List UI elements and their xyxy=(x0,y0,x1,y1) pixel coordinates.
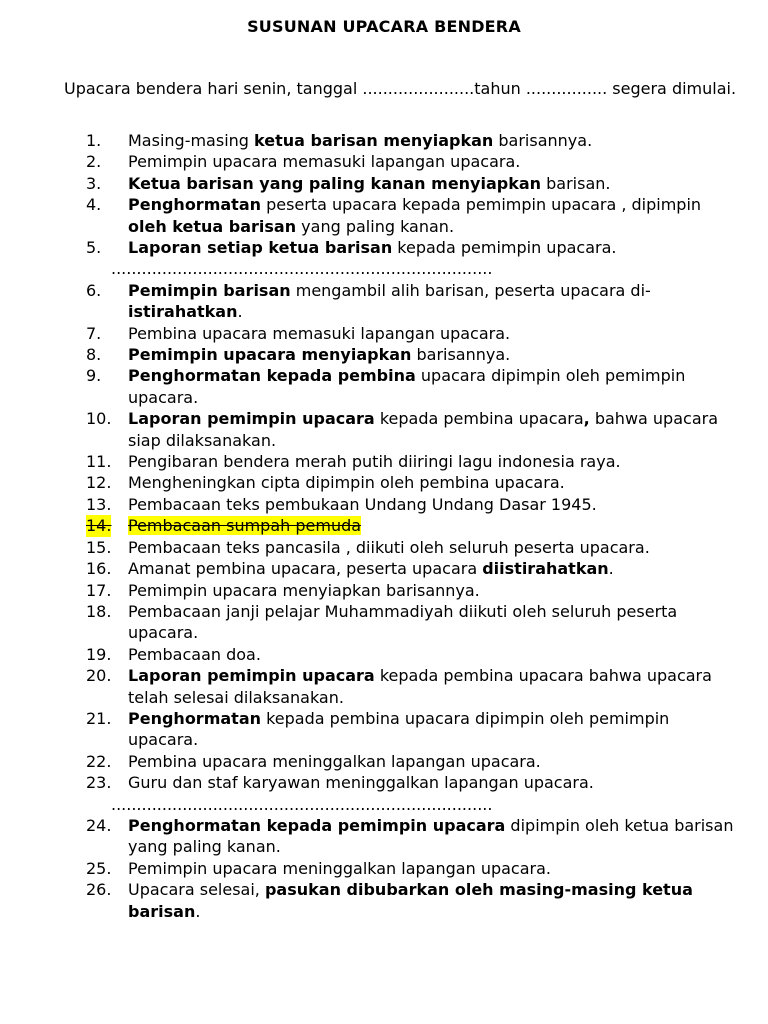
list-item xyxy=(0,472,743,493)
list-item-text: Pembacaan doa. xyxy=(128,644,261,664)
list-item xyxy=(0,515,743,536)
list-item xyxy=(0,815,743,858)
list-item-text: Upacara selesai, pasukan dibubarkan oleh masing-masing ketua barisan. xyxy=(128,880,693,921)
list-item xyxy=(0,772,743,793)
list-item xyxy=(0,323,743,344)
list-item xyxy=(0,151,743,172)
list-item-number: 5. xyxy=(86,238,102,258)
ceremony-order-list xyxy=(0,130,768,922)
list-item-number: 2. xyxy=(86,152,102,172)
list-item-number: 25. xyxy=(86,858,112,878)
list-item-text: Penghormatan kepada pemimpin upacara dipimpin oleh ketua barisan yang paling kanan. xyxy=(128,815,734,857)
list-item-number: 16. xyxy=(86,559,112,579)
list-item xyxy=(0,365,743,408)
list-item xyxy=(0,280,743,323)
list-item-number: 15. xyxy=(86,537,112,557)
list-item-text: Pemimpin upacara memasuki lapangan upacara. xyxy=(128,152,521,172)
list-item-text: Laporan setiap ketua barisan kepada pemimpin upacara. xyxy=(128,238,617,258)
list-item-text: Pemimpin upacara meninggalkan lapangan upacara. xyxy=(128,858,551,878)
list-item xyxy=(0,173,743,194)
list-item-number: 21. xyxy=(86,708,112,728)
list-item-text: Masing-masing ketua barisan menyiapkan barisannya. xyxy=(128,131,593,150)
list-item-text: Pemimpin upacara menyiapkan barisannya. xyxy=(128,580,480,600)
list-item-number: 7. xyxy=(86,323,102,343)
list-item xyxy=(0,601,743,644)
dotted-separator: ........................................................................... xyxy=(111,794,493,814)
list-item-number: 6. xyxy=(86,280,102,300)
list-item-number: 17. xyxy=(86,580,112,600)
list-item xyxy=(0,558,743,579)
list-item xyxy=(0,858,743,879)
list-item-text: Pembacaan teks pancasila , diikuti oleh seluruh peserta upacara. xyxy=(128,537,650,557)
list-item xyxy=(0,580,743,601)
list-item xyxy=(0,494,743,515)
list-item-number: 26. xyxy=(86,880,112,900)
list-item-number: 1. xyxy=(86,131,102,150)
list-item-text: Pembacaan teks pembukaan Undang Undang Dasar 1945. xyxy=(128,494,597,514)
list-item-number: 8. xyxy=(86,345,102,365)
list-item-text: Laporan pemimpin upacara kepada pembina upacara, bahwa upacara siap dilaksanakan. xyxy=(128,409,718,450)
list-item xyxy=(0,537,743,558)
list-item-number: 9. xyxy=(86,366,102,386)
list-item-number: 4. xyxy=(86,195,102,215)
list-item-number: 14. xyxy=(86,516,112,536)
list-item-text: Penghormatan kepada pembina upacara dipimpin oleh pemimpin upacara. xyxy=(128,708,670,750)
list-item-text: Mengheningkan cipta dipimpin oleh pembina upacara. xyxy=(128,473,565,493)
list-item-text: Amanat pembina upacara, peserta upacara diistirahatkan. xyxy=(128,559,614,579)
list-item-text: Pemimpin upacara menyiapkan barisannya. xyxy=(128,345,511,365)
list-item-number: 10. xyxy=(86,409,112,429)
list-item xyxy=(0,237,743,258)
list-item-text: Ketua barisan yang paling kanan menyiapkan barisan. xyxy=(128,173,611,193)
list-item-text: Laporan pemimpin upacara kepada pembina upacara bahwa upacara telah selesai dilaksanakan. xyxy=(128,666,712,707)
list-item xyxy=(0,408,743,451)
dotted-separator: ........................................................................... xyxy=(111,259,493,279)
list-item xyxy=(0,665,743,708)
list-item xyxy=(0,451,743,472)
list-item-text: Pembina upacara memasuki lapangan upacara. xyxy=(128,323,511,343)
list-item-number: 20. xyxy=(86,666,112,686)
list-item xyxy=(0,708,743,751)
document-title: SUSUNAN UPACARA BENDERA xyxy=(247,17,521,36)
list-item-number: 12. xyxy=(86,473,112,493)
list-item-text: Pembacaan janji pelajar Muhammadiyah diikuti oleh seluruh peserta upacara. xyxy=(128,601,678,643)
list-item xyxy=(0,194,743,237)
list-item-number: 18. xyxy=(86,601,112,621)
list-item xyxy=(0,130,743,151)
list-item-number: 23. xyxy=(86,773,112,793)
list-item-number: 22. xyxy=(86,751,112,771)
list-item-text: Pembacaan sumpah pemuda xyxy=(128,516,362,536)
list-item-text: Pengibaran bendera merah putih diiringi lagu indonesia raya. xyxy=(128,452,621,472)
list-item xyxy=(0,344,743,365)
list-item-number: 13. xyxy=(86,494,112,514)
list-item-text: Penghormatan peserta upacara kepada pemimpin upacara , dipimpin oleh ketua barisan yang paling kanan. xyxy=(128,195,702,236)
list-item-number: 19. xyxy=(86,644,112,664)
list-item-text: Pemimpin barisan mengambil alih barisan, peserta upacara di-istirahatkan. xyxy=(128,280,651,322)
list-item-number: 3. xyxy=(86,173,102,193)
list-item-number: 11. xyxy=(86,452,112,472)
list-item xyxy=(0,644,743,665)
list-item xyxy=(0,879,743,922)
list-item-text: Pembina upacara meninggalkan lapangan upacara. xyxy=(128,751,541,771)
list-item xyxy=(0,751,743,772)
list-item-text: Penghormatan kepada pembina upacara dipimpin oleh pemimpin upacara. xyxy=(128,366,686,407)
list-item-text: Guru dan staf karyawan meninggalkan lapangan upacara. xyxy=(128,773,594,793)
intro-paragraph: Upacara bendera hari senin, tanggal ......................tahun ................ segera dimulai. xyxy=(64,79,737,98)
list-item-number: 24. xyxy=(86,815,112,835)
